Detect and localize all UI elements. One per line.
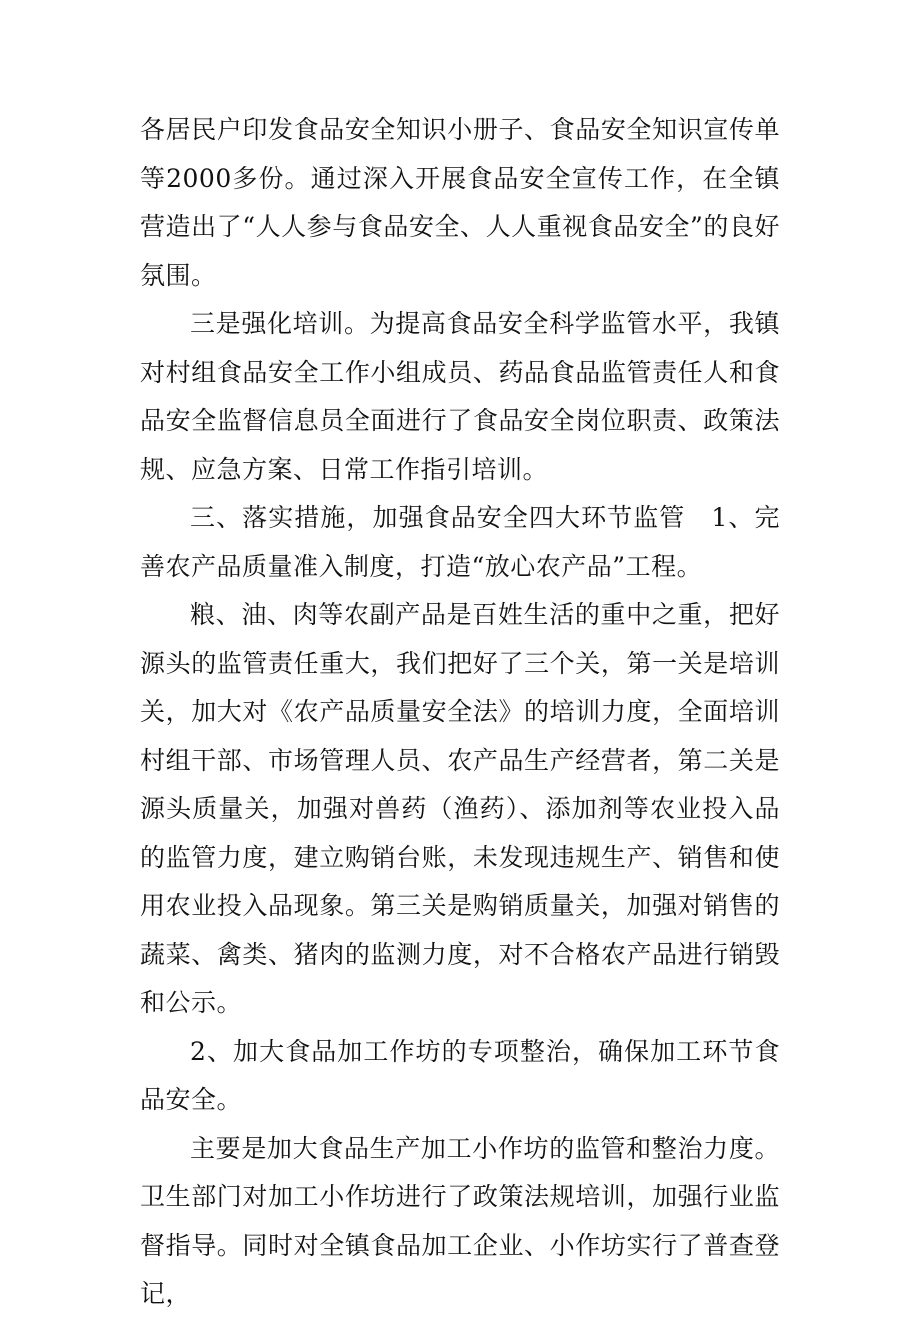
paragraph-agricultural-products: 粮、油、肉等农副产品是百姓生活的重中之重，把好源头的监管责任重大，我们把好了三个关，第一关是培训关，加大对《农产品质量安全法》的培训力度，全面培训村组干部、市场管理人员、农产品生产经营者，第二关是源头质量关，加强对兽药（渔药）、添加剂等农业投入品的监管力度，建立购销台账，未发现违规生产、销售和使用农业投入品现象。第三关是购销质量关，加强对销售的蔬菜、禽类、猪肉的监测力度，对不合格农产品进行销毁和公示。: [140, 600, 780, 1017]
paragraph-continued: 各居民户印发食品安全知识小册子、食品安全知识宣传单等2000多份。通过深入开展食品安全宣传工作，在全镇营造出了“人人参与食品安全、人人重视食品安全”的良好氛围。: [140, 115, 780, 290]
paragraph-workshop-rectification: 2、加大食品加工作坊的专项整治，确保加工环节食品安全。: [140, 1036, 780, 1114]
paragraph-workshop-supervision: 主要是加大食品生产加工小作坊的监管和整治力度。卫生部门对加工小作坊进行了政策法规培训，加强行业监督指导。同时对全镇食品加工企业、小作坊实行了普查登记，: [140, 1133, 780, 1308]
paragraph-training: 三是强化培训。为提高食品安全科学监管水平，我镇对村组食品安全工作小组成员、药品食品监管责任人和食品安全监督信息员全面进行了食品安全岗位职责、政策法规、应急方案、日常工作指引培训。: [140, 309, 780, 484]
document-body: [140, 106, 780, 1319]
paragraph-section-three: 三、落实措施，加强食品安全四大环节监管 1、完善农产品质量准入制度，打造“放心农产品”工程。: [140, 503, 780, 581]
